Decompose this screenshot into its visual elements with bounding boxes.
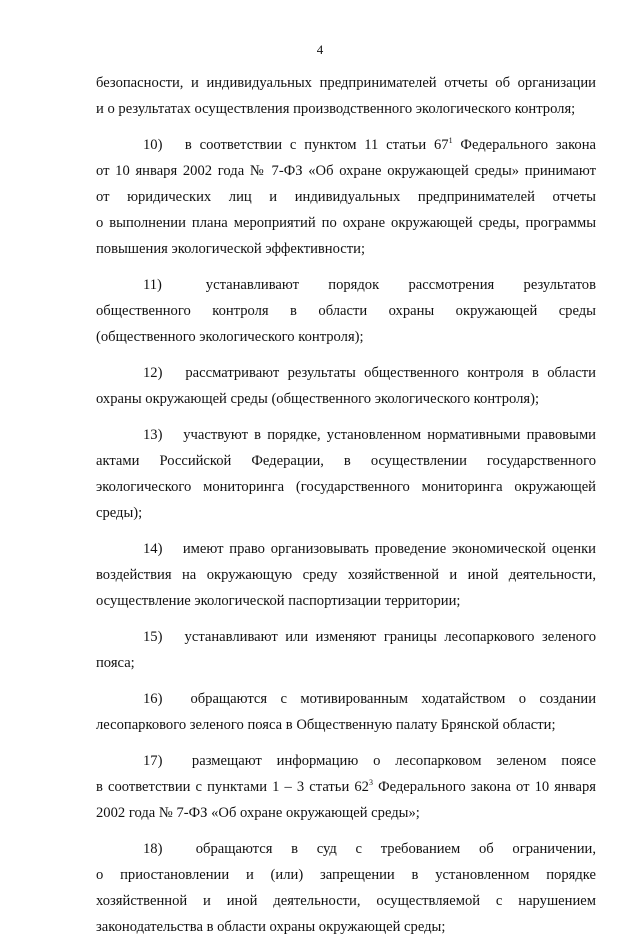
text-run: 10) в соответствии с пунктом 11 статьи 67 xyxy=(143,137,449,153)
text-line: (общественного экологического контроля); xyxy=(96,329,364,345)
list-item-13: 13) участвуют в порядке, установленном нормативными правовыми xyxy=(143,427,596,443)
document-body xyxy=(96,70,596,940)
text-run: Федерального закона от 10 января xyxy=(372,779,596,795)
text-line: от юридических лиц и индивидуальных предпринимателей отчеты xyxy=(96,189,596,205)
list-item-10 xyxy=(96,132,596,158)
text-run: Федерального закона xyxy=(452,137,596,153)
list-item-12: 12) рассматривают результаты общественного контроля в области xyxy=(143,365,596,381)
text-line: хозяйственной и иной деятельности, осуществляемой с нарушением xyxy=(96,893,596,909)
text-line: повышения экологической эффективности; xyxy=(96,241,366,257)
superscript: 1 xyxy=(448,136,453,145)
text-line: о выполнении плана мероприятий по охране окружающей среды, программы xyxy=(96,215,596,231)
text-line: осуществление экологической паспортизации территории; xyxy=(96,593,461,609)
superscript: 3 xyxy=(368,778,373,787)
page-number: 4 xyxy=(316,42,324,57)
list-item-11: 11) устанавливают порядок рассмотрения результатов xyxy=(143,277,596,293)
text-line: среды); xyxy=(96,505,143,521)
text-line: пояса; xyxy=(96,655,135,671)
list-item-14: 14) имеют право организовывать проведение экономической оценки xyxy=(143,541,596,557)
text-line: о приостановлении и (или) запрещении в установленном порядке xyxy=(96,867,596,883)
list-item-17: 17) размещают информацию о лесопарковом зеленом поясе xyxy=(143,753,596,769)
text-line: безопасности, и индивидуальных предпринимателей отчеты об организации xyxy=(96,75,596,91)
text-run: в соответствии с пунктами 1 – 3 статьи 62 xyxy=(96,779,369,795)
text-line: законодательства в области охраны окружающей среды; xyxy=(96,919,446,935)
text-line: воздействия на окружающую среду хозяйственной и иной деятельности, xyxy=(96,567,596,583)
text-line: экологического мониторинга (государственного мониторинга окружающей xyxy=(96,479,596,495)
text-line: охраны окружающей среды (общественного экологического контроля); xyxy=(96,391,540,407)
text-line xyxy=(96,774,596,800)
text-line: 2002 года № 7-ФЗ «Об охране окружающей среды»; xyxy=(96,805,420,821)
text-line: от 10 января 2002 года № 7-ФЗ «Об охране окружающей среды» принимают xyxy=(96,163,596,179)
list-item-15: 15) устанавливают или изменяют границы лесопаркового зеленого xyxy=(143,629,596,645)
text-line: лесопаркового зеленого пояса в Общественную палату Брянской области; xyxy=(96,717,556,733)
list-item-16: 16) обращаются с мотивированным ходатайством о создании xyxy=(143,691,596,707)
text-line: и о результатах осуществления производственного экологического контроля; xyxy=(96,101,576,117)
text-line: актами Российской Федерации, в осуществлении государственного xyxy=(96,453,596,469)
text-line: общественного контроля в области охраны окружающей среды xyxy=(96,303,596,319)
list-item-18: 18) обращаются в суд с требованием об ограничении, xyxy=(143,841,596,857)
